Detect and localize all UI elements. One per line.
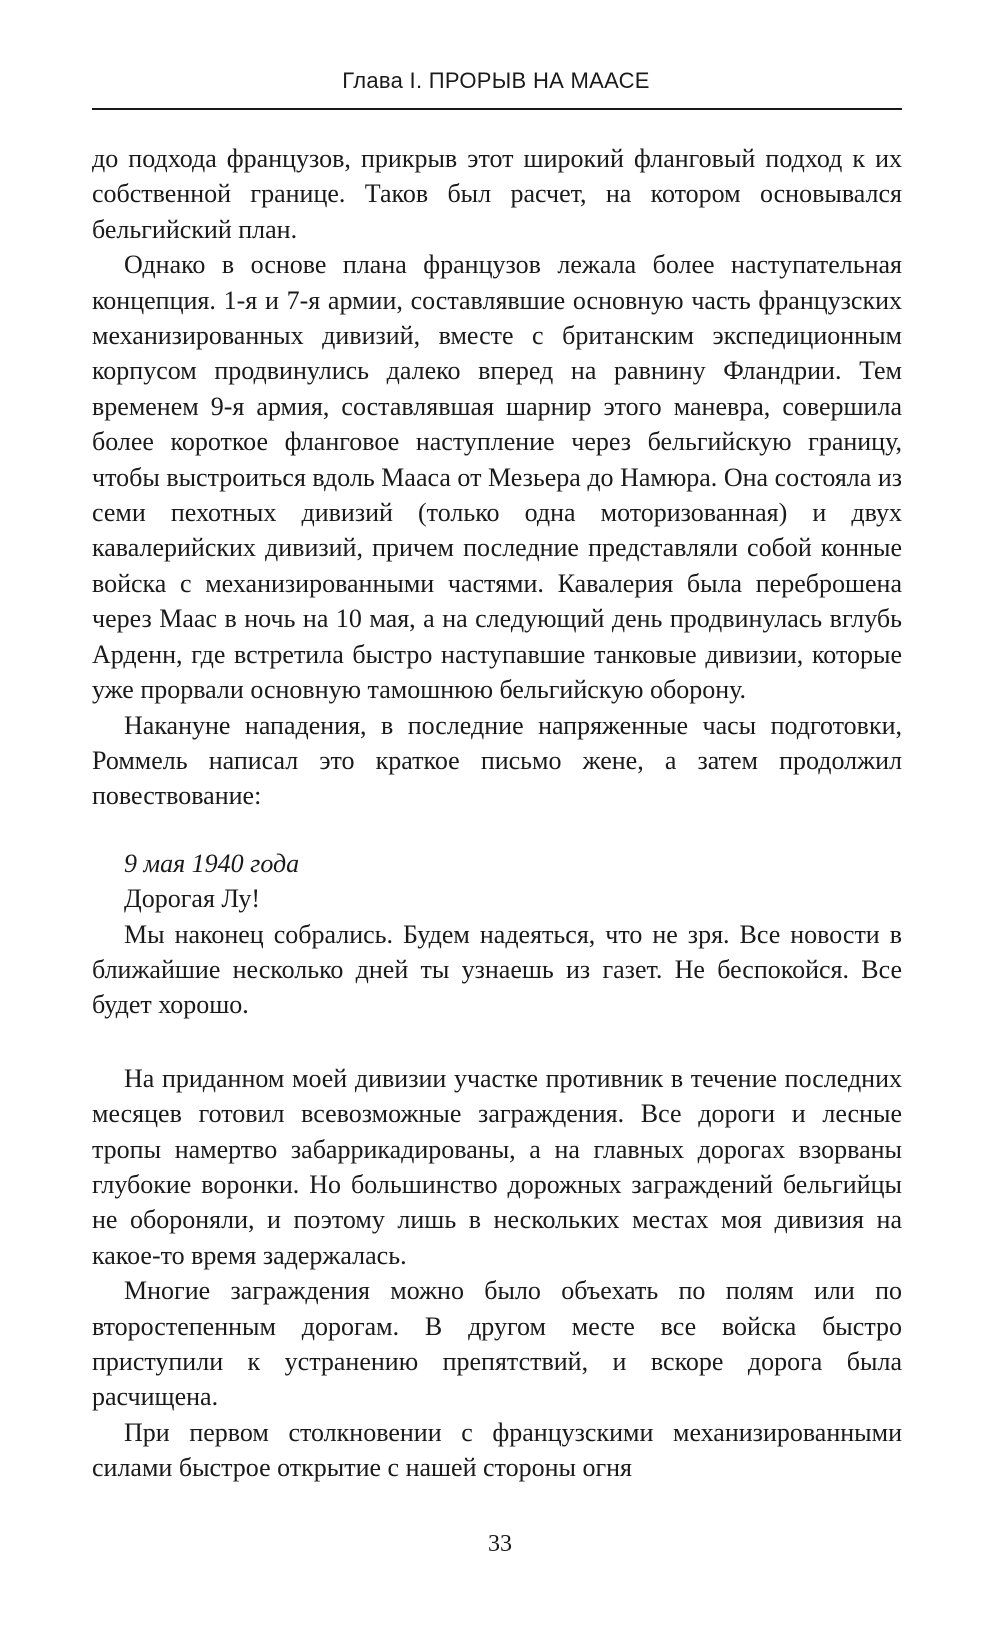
paragraph-detours: Многие заграждения можно было объехать по полям или по второстепенным дорогам. В другом месте все войска быстро приступили к устранению препятствий, и вскоре дорога была расчищена. <box>92 1276 902 1412</box>
paragraph-first-contact: При первом столкновении с французскими механизированными силами быстрое открытие с нашей стороны огня <box>92 1417 902 1483</box>
letter-date: 9 мая 1940 года <box>124 848 300 878</box>
paragraph-obstacles: На приданном моей дивизии участке противник в течение последних месяцев готовил всевозможные заграждения. Все дороги и лесные тропы намертво забаррикадированы, а на главных дорогах взорваны глубокие воронки. Но большинство дорожных заграждений бельгийцы не обороняли, и поэтому лишь в нескольких местах моя дивизия на какое-то время задержалась. <box>92 1063 902 1270</box>
paragraph-french-plan: Однако в основе плана французов лежала более наступательная концепция. 1-я и 7-я армии, составлявшие основную часть французских механизированных дивизий, вместе с британским экспедиционным корпусом продвинулись далеко вперед на равнину Фландрии. Тем временем 9-я армия, составлявшая шарнир этого маневра, совершила более короткое фланговое наступление через бельгийскую границу, чтобы выстроиться вдоль Мааса от Мезьера до Намюра. Она состояла из семи пехотных дивизий (только одна моторизованная) и двух кавалерийских дивизий, причем последние представляли собой конные войска с механизированными частями. Кавалерия была переброшена через Маас в ночь на 10 мая, а на следующий день продвинулась вглубь Арденн, где встретила быстро наступавшие танковые дивизии, которые уже прорвали основную тамошнюю бельгийскую оборону. <box>92 250 902 705</box>
page-number: 33 <box>488 1531 512 1557</box>
paragraph-letter-intro: Накануне нападения, в последние напряженные часы подготовки, Роммель написал это краткое письмо жене, а затем продолжил повествование: <box>92 710 902 811</box>
paragraph-continuation: до подхода французов, прикрыв этот широкий фланговый подход к их собственной границе. Таков был расчет, на котором основывался бельгийский план. <box>92 144 902 244</box>
letter-salutation: Дорогая Лу! <box>124 884 261 914</box>
running-header: Глава I. ПРОРЫВ НА МААСЕ <box>342 68 650 93</box>
page-body <box>92 141 902 1486</box>
letter-body: Мы наконец собрались. Будем надеяться, что не зря. Все новости в ближайшие несколько дней ты узнаешь из газет. Не беспокойся. Все будет хорошо. <box>92 919 902 1020</box>
header-rule <box>92 108 902 110</box>
